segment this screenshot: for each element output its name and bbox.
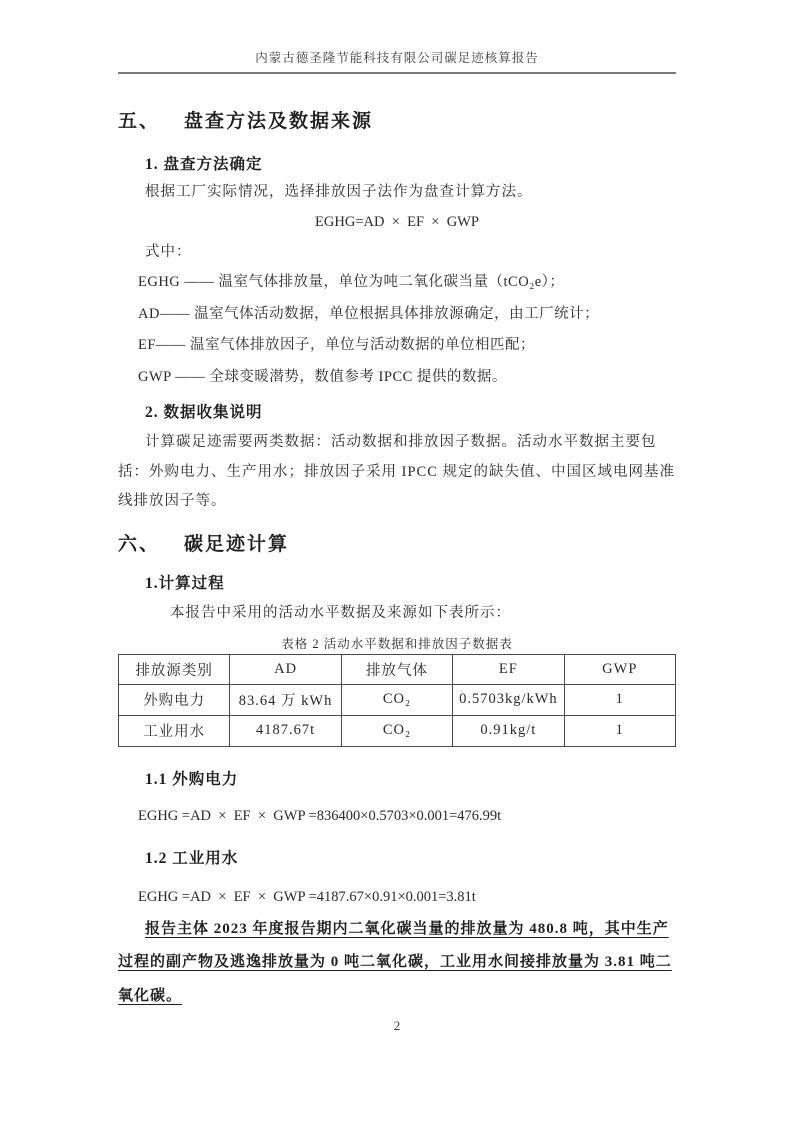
data-collection-paragraph: 计算碳足迹需要两类数据：活动数据和排放因子数据。活动水平数据主要包括：外购电力、生产用水；排放因子采用 IPCC 规定的缺失值、中国区域电网基准线排放因子等。 xyxy=(118,434,675,509)
document-header xyxy=(118,50,676,74)
electricity-calculation: EGHG =AD × EF × GWP =836400×0.5703×0.001=476.99t xyxy=(138,807,502,824)
table-row xyxy=(119,684,676,715)
cell-ad: 4187.67t xyxy=(230,715,341,746)
ghg-formula: EGHG=AD × EF × GWP xyxy=(315,214,479,230)
section5-number: 五、 xyxy=(118,111,161,132)
section6-heading xyxy=(118,529,676,556)
page-number: 2 xyxy=(393,1018,401,1033)
section6-title: 碳足迹计算 xyxy=(184,533,290,555)
section5-heading xyxy=(118,106,676,133)
section5-sub2-heading: 2. 数据收集说明 xyxy=(145,404,263,421)
cell-gwp: 1 xyxy=(564,684,675,715)
cell-source: 工业用水 xyxy=(119,715,230,746)
table-row xyxy=(119,715,676,746)
col-header-source: 排放源类别 xyxy=(119,654,230,684)
cell-ef: 0.91kg/t xyxy=(453,715,564,746)
col-header-ad: AD xyxy=(230,654,341,684)
section5-sub1-heading: 1. 盘查方法确定 xyxy=(145,156,263,173)
table-header-row xyxy=(119,654,676,684)
cell-source: 外购电力 xyxy=(119,684,230,715)
section6-sub11-heading: 1.1 外购电力 xyxy=(145,770,239,788)
table-caption: 表格 2 活动水平数据和排放因子数据表 xyxy=(281,636,513,651)
definition-ef: EF—— 温室气体排放因子，单位与活动数据的单位相匹配； xyxy=(138,337,536,353)
header-title: 内蒙古德圣隆节能科技有限公司碳足迹核算报告 xyxy=(255,51,539,65)
activity-data-table xyxy=(118,654,676,747)
section6-sub1-heading: 1.计算过程 xyxy=(145,574,225,592)
cell-gwp: 1 xyxy=(564,715,675,746)
section5-title: 盘查方法及数据来源 xyxy=(184,111,374,132)
section6-number: 六、 xyxy=(118,533,161,555)
table-intro-paragraph: 本报告中采用的活动水平数据及来源如下表所示： xyxy=(170,604,511,621)
definition-gwp: GWP —— 全球变暖潜势，数值参考 IPCC 提供的数据。 xyxy=(138,368,507,385)
definition-ad: AD—— 温室气体活动数据，单位根据具体排放源确定，由工厂统计； xyxy=(138,305,600,322)
method-paragraph: 根据工厂实际情况，选择排放因子法作为盘查计算方法。 xyxy=(145,184,533,200)
section6-sub12-heading: 1.2 工业用水 xyxy=(145,849,239,867)
cell-gas: CO₂ xyxy=(341,684,452,715)
definition-eghg: EGHG —— 温室气体排放量，单位为吨二氧化碳当量（tCO₂e）； xyxy=(138,274,565,290)
conclusion-paragraph: 报告主体 2023 年度报告期内二氧化碳当量的排放量为 480.8 吨，其中生产过程的副产物及逃逸排放量为 0 吨二氧化碳，工业用水间接排放量为 3.81 吨二氧化碳。 xyxy=(118,920,672,1004)
col-header-ef: EF xyxy=(453,654,564,684)
col-header-gas: 排放气体 xyxy=(341,654,452,684)
water-calculation: EGHG =AD × EF × GWP =4187.67×0.91×0.001=3.81t xyxy=(138,888,476,905)
cell-ef: 0.5703kg/kWh xyxy=(453,684,564,715)
cell-ad: 83.64 万 kWh xyxy=(230,684,341,715)
col-header-gwp: GWP xyxy=(564,654,675,684)
cell-gas: CO₂ xyxy=(341,715,452,746)
formula-intro: 式中： xyxy=(145,244,192,260)
formula-definitions xyxy=(118,267,676,393)
